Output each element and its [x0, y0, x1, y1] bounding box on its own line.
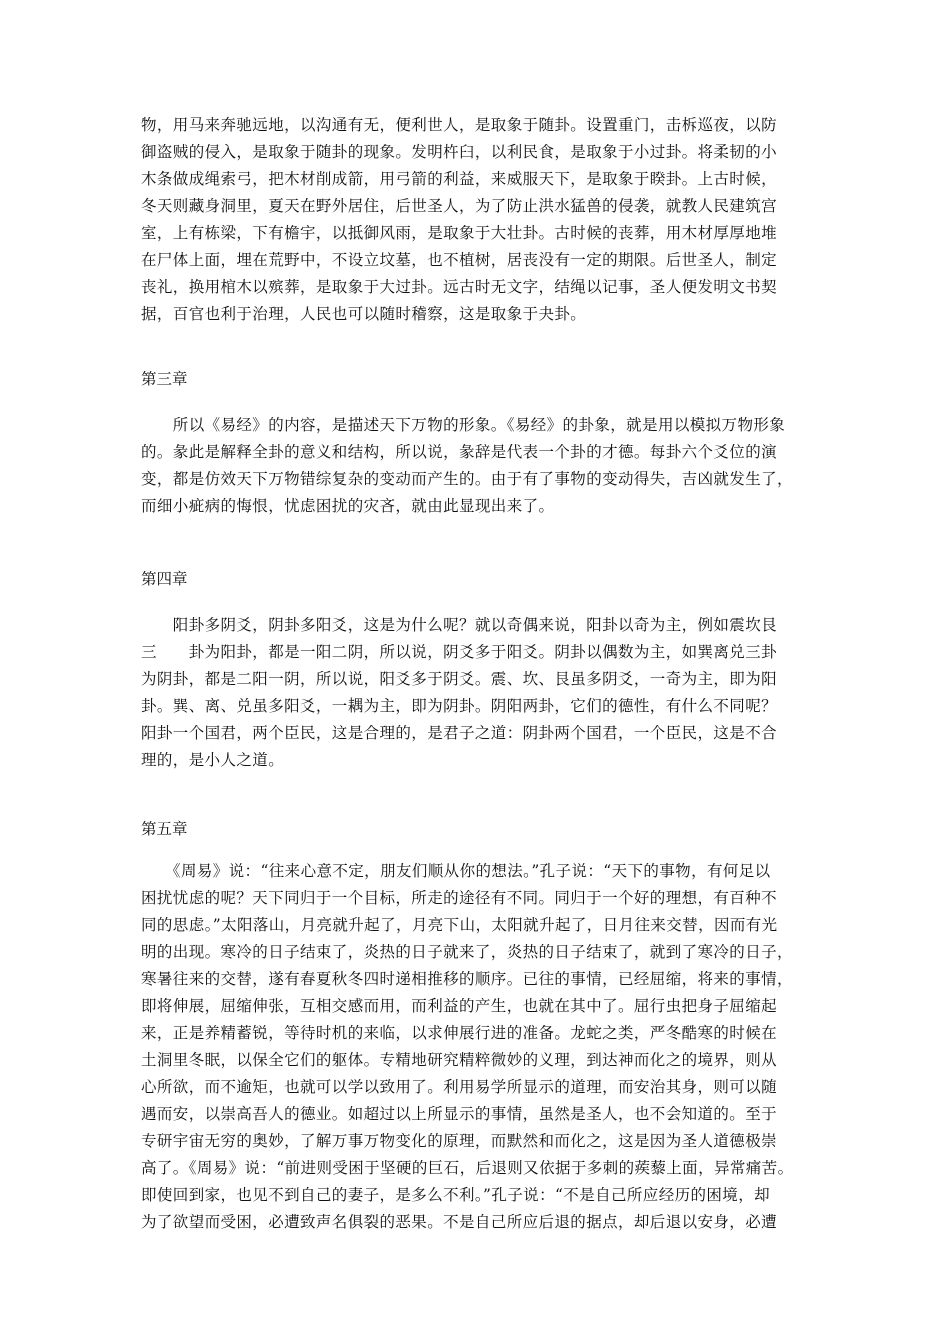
text-line: 冬天则藏身洞里，夏天在野外居住，后世圣人，为了防止洪水猛兽的侵袭，就教人民建筑宫: [141, 197, 778, 215]
text-line: 困扰忧虑的呢？天下同归于一个目标，所走的途径有不同。同归于一个好的理想，有百种不: [141, 889, 778, 907]
text-line: 阳卦多阴爻，阴卦多阳爻，这是为什么呢？就以奇偶来说，阳卦以奇为主，例如震坎艮: [141, 616, 778, 634]
text-line: 高了。《周易》说：“前进则受困于坚硬的巨石，后退则又依据于多刺的蒺藜上面，异常痛苦。: [141, 1159, 794, 1177]
text-line: 室，上有栋梁，下有檐宇，以抵御风雨，是取象于大壮卦。古时候的丧葬，用木材厚厚地堆: [141, 224, 778, 242]
text-line: 遇而安，以崇高吾人的德业。如超过以上所显示的事情，虽然是圣人，也不会知道的。至于: [141, 1105, 778, 1123]
text-line: 理的，是小人之道。: [141, 751, 285, 769]
text-line: 土洞里冬眠，以保全它们的躯体。专精地研究精粹微妙的义理，到达神而化之的境界，则从: [141, 1051, 778, 1069]
text-line: 卦。巽、离、兑虽多阳爻，一耦为主，即为阴卦。阴阳两卦，它们的德性，有什么不同呢？: [141, 697, 778, 715]
chapter-3-paragraph: [141, 412, 811, 520]
chapter-heading: 第五章: [141, 820, 188, 838]
text-line: 木条做成绳索弓，把木材削成箭，用弓箭的利益，来威服天下，是取象于睽卦。上古时候，: [141, 170, 778, 188]
chapter-heading: 第三章: [141, 370, 188, 388]
text-line: 来，正是养精蓄锐，等待时机的来临，以求伸展行进的准备。龙蛇之类，严冬酷寒的时候在: [141, 1024, 778, 1042]
text-line: 而细小疵病的悔恨，忧虑困扰的灾吝，就由此显现出来了。: [141, 497, 555, 515]
text-line: 《周易》说：“往来心意不定，朋友们顺从你的想法。”孔子说：“天下的事物，有何足以: [141, 862, 771, 880]
text-line: 为阴卦，都是二阳一阴，所以说，阳爻多于阴爻。震、坎、艮虽多阴爻，一奇为主，即为阳: [141, 670, 778, 688]
text-line: 即将伸展，屈缩伸张，互相交感而用，而利益的产生，也就在其中了。屈行虫把身子屈缩起: [141, 997, 778, 1015]
chapter-heading: 第四章: [141, 570, 188, 588]
text-line: 为了欲望而受困，必遭致声名俱裂的恶果。不是自己所应后退的据点，却后退以安身，必遭: [141, 1213, 778, 1231]
text-line: 同的思虑。”太阳落山，月亮就升起了，月亮下山，太阳就升起了，日月往来交替，因而有光: [141, 916, 778, 934]
text-line: 变，都是仿效天下万物错综复杂的变动而产生的。由于有了事物的变动得失，吉凶就发生了，: [141, 470, 793, 488]
text-line: 即使回到家，也见不到自己的妻子，是多么不利。”孔子说：“不是自己所应经历的困境，却: [141, 1186, 771, 1204]
paragraph-continued: [141, 112, 811, 328]
text-line: 明的出现。寒冷的日子结束了，炎热的日子就来了，炎热的日子结束了，就到了寒冷的日子，: [141, 943, 793, 961]
text-line: 阳卦一个国君，两个臣民，这是合理的，是君子之道：阴卦两个国君，一个臣民，这是不合: [141, 724, 778, 742]
text-line: 所以《易经》的内容，是描述天下万物的形象。《易经》的卦象，就是用以模拟万物形象: [141, 416, 786, 434]
text-line: 物，用马来奔驰远地，以沟通有无，便利世人，是取象于随卦。设置重门，击柝巡夜，以防: [141, 116, 778, 134]
text-line: 三 卦为阳卦，都是一阳二阴，所以说，阴爻多于阳爻。阴卦以偶数为主，如巽离兑三卦: [141, 643, 778, 661]
text-line: 据，百官也利于治理，人民也可以随时稽察，这是取象于夬卦。: [141, 305, 587, 323]
text-line: 心所欲，而不逾矩，也就可以学以致用了。利用易学所显示的道理，而安治其身，则可以随: [141, 1078, 778, 1096]
text-line: 御盗贼的侵入，是取象于随卦的现象。发明杵臼，以利民食，是取象于小过卦。将柔韧的小: [141, 143, 778, 161]
text-line: 专研宇宙无穷的奥妙，了解万事万物变化的原理，而默然和而化之，这是因为圣人道德极崇: [141, 1132, 778, 1150]
chapter-5-paragraph: [141, 858, 811, 1236]
text-line: 丧礼，换用棺木以殡葬，是取象于大过卦。远古时无文字，结绳以记事，圣人便发明文书契: [141, 278, 778, 296]
text-line: 的。彖此是解释全卦的意义和结构，所以说，彖辞是代表一个卦的才德。每卦六个爻位的演: [141, 443, 778, 461]
text-line: 在尸体上面，埋在荒野中，不设立坟墓，也不植树，居丧没有一定的期限。后世圣人，制定: [141, 251, 778, 269]
text-line: 寒暑往来的交替，遂有春夏秋冬四时递相推移的顺序。已往的事情，已经屈缩，将来的事情，: [141, 970, 793, 988]
chapter-4-paragraph: [141, 612, 811, 774]
